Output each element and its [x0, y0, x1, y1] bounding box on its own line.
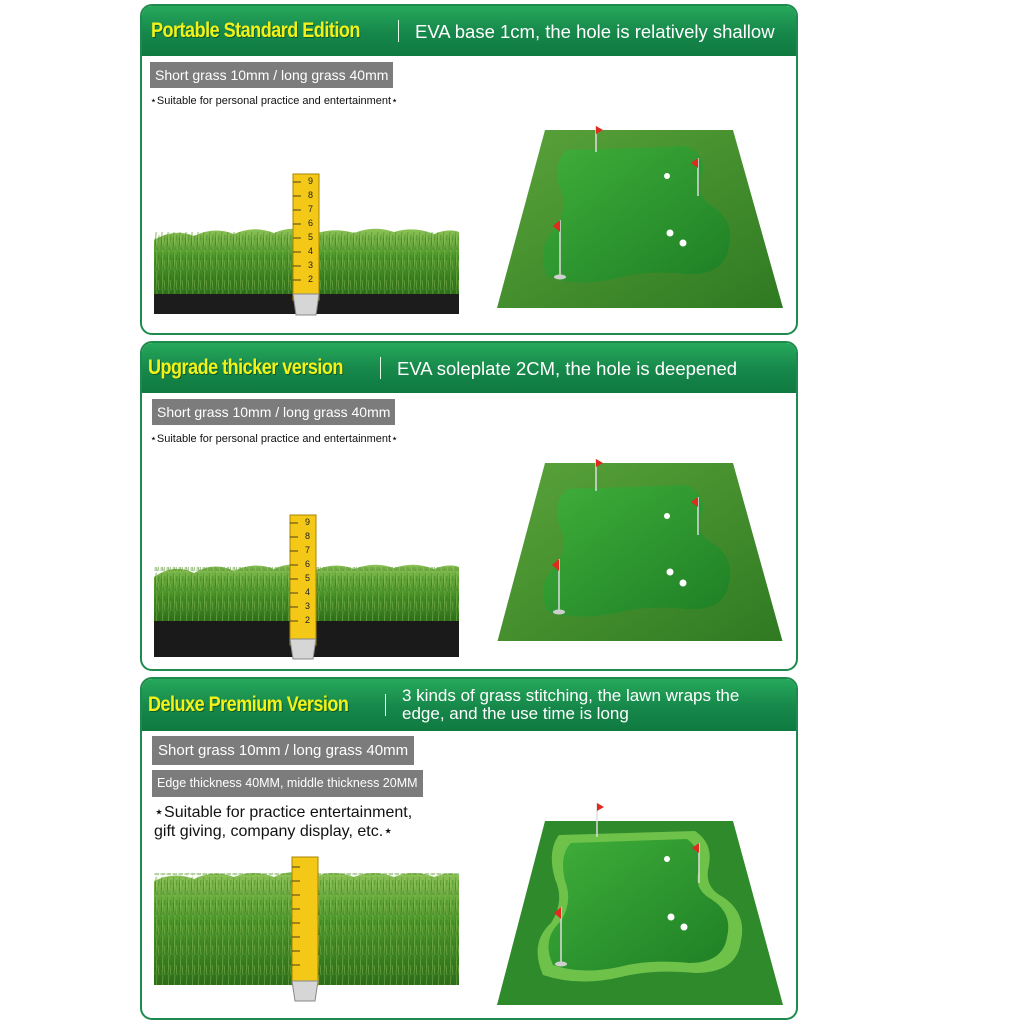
- tape-digit: 7: [305, 545, 311, 555]
- variant-header: [142, 6, 796, 56]
- variant-subtitle: EVA soleplate 2CM, the hole is deepened: [397, 357, 738, 379]
- tape-digit: 8: [305, 531, 311, 541]
- tape-digit: 2: [308, 274, 314, 284]
- grass-sample-photo: [154, 170, 459, 317]
- variant-subtitle-line: edge, and the use time is long: [402, 704, 629, 723]
- thickness-tag: Edge thickness 40MM, middle thickness 20MM: [152, 770, 423, 797]
- usage-note: ⋆Suitable for personal practice and entertainment⋆: [150, 95, 398, 107]
- golf-ball-icon: [667, 230, 674, 237]
- tape-digit: 8: [308, 190, 314, 200]
- grass-sample-photo: [154, 511, 459, 661]
- variant-header: [142, 679, 796, 731]
- putting-mat-photo: [497, 459, 783, 641]
- variant-card-thicker: [140, 341, 798, 671]
- tape-digit: 7: [308, 204, 314, 214]
- variant-card-deluxe: [140, 677, 798, 1020]
- tape-digit: 3: [308, 260, 314, 270]
- tape-measure-icon: [290, 515, 316, 659]
- tape-measure-icon: [292, 857, 318, 1001]
- putting-mat-photo: [497, 126, 783, 308]
- variant-header: [142, 343, 796, 393]
- grass-length-tag: Short grass 10mm / long grass 40mm: [152, 399, 395, 425]
- variant-title: Deluxe Premium Version: [148, 693, 349, 716]
- tape-digit: 5: [308, 232, 314, 242]
- header-divider: [380, 357, 381, 379]
- tape-digit: 2: [305, 615, 311, 625]
- variant-subtitle: EVA base 1cm, the hole is relatively shallow: [415, 20, 775, 42]
- grass-length-tag: Short grass 10mm / long grass 40mm: [152, 736, 414, 765]
- variant-title: Portable Standard Edition: [151, 19, 360, 42]
- tape-measure-icon: [293, 174, 319, 315]
- golf-ball-icon: [668, 914, 675, 921]
- tape-digit: 6: [308, 218, 314, 228]
- usage-note-line: gift giving, company display, etc.⋆: [154, 823, 394, 840]
- grass-sample-photo: [154, 855, 459, 1005]
- putting-mat-photo: [497, 803, 783, 1009]
- variant-card-standard: [140, 4, 798, 335]
- usage-note: ⋆Suitable for personal practice and entertainment⋆: [150, 433, 398, 445]
- header-divider: [385, 694, 386, 716]
- tape-digit: 9: [308, 176, 314, 186]
- variant-subtitle: [402, 687, 739, 723]
- tape-digit: 4: [308, 246, 314, 256]
- golf-ball-icon: [664, 513, 670, 519]
- tape-digit: 6: [305, 559, 311, 569]
- golf-ball-icon: [681, 924, 688, 931]
- golf-ball-icon: [664, 856, 670, 862]
- tape-digit: 9: [305, 517, 311, 527]
- golf-ball-icon: [664, 173, 670, 179]
- tape-digit: 3: [305, 601, 311, 611]
- header-divider: [398, 20, 399, 42]
- variant-title: Upgrade thicker version: [148, 356, 343, 379]
- usage-note-line: ⋆Suitable for practice entertainment,: [154, 804, 413, 821]
- golf-ball-icon: [680, 580, 687, 587]
- golf-ball-icon: [680, 240, 687, 247]
- usage-note: [154, 803, 412, 841]
- golf-ball-icon: [667, 569, 674, 576]
- tape-digit: 4: [305, 587, 311, 597]
- variant-subtitle-line: 3 kinds of grass stitching, the lawn wraps the: [402, 686, 740, 705]
- tape-digit: 5: [305, 573, 311, 583]
- grass-length-tag: Short grass 10mm / long grass 40mm: [150, 62, 393, 88]
